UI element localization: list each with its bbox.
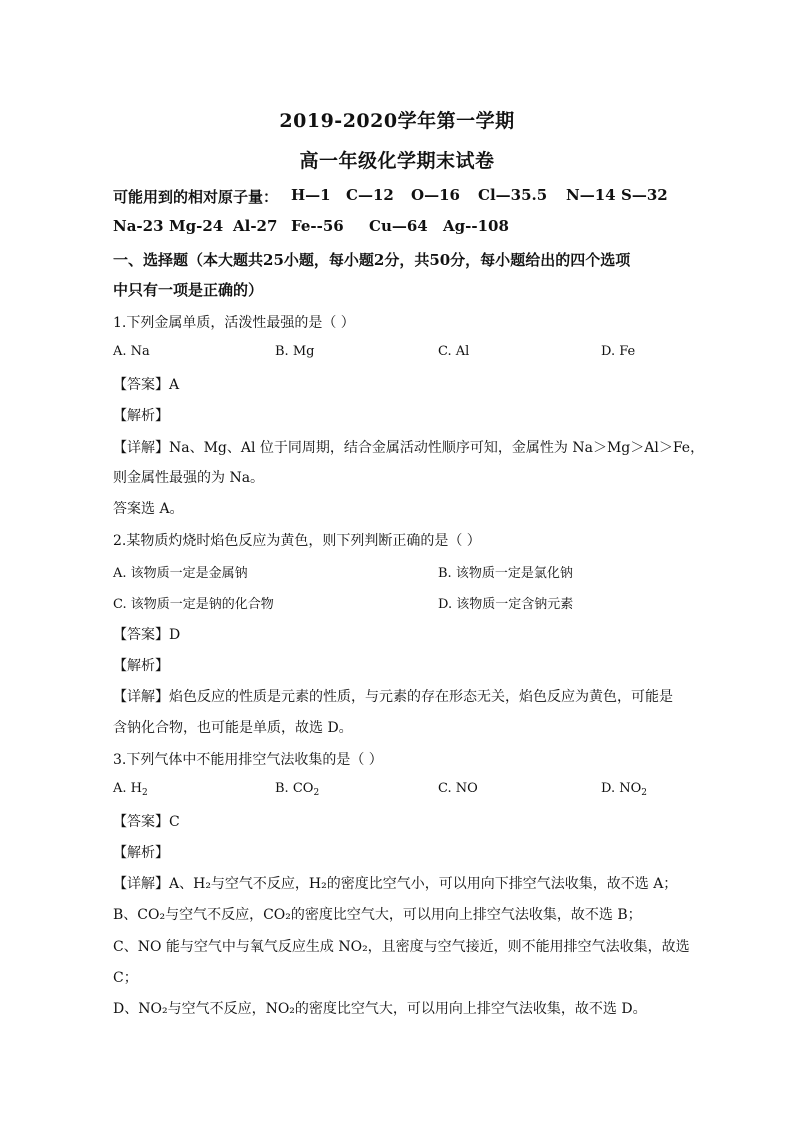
question-1-option-d: D. Fe <box>601 344 636 359</box>
question-1-option-a: A. Na <box>113 344 150 359</box>
atomic-mass-item: Na-23 <box>113 217 164 235</box>
atomic-mass-item: S—32 <box>621 186 668 204</box>
question-3-detail-line-c-cont: C； <box>113 970 138 986</box>
question-1-detail-line: 则金属性最强的为 Na。 <box>113 470 265 486</box>
question-2-option-d: D. 该物质一定含钠元素 <box>438 597 574 612</box>
question-2-stem: 2.某物质灼烧时焰色反应为黄色，则下列判断正确的是（ ） <box>113 533 481 549</box>
question-2-answer: 【答案】D <box>113 627 181 643</box>
question-3-option-c: C. NO <box>438 781 478 796</box>
question-1-answer: 【答案】A <box>113 377 180 393</box>
exam-title-year: 2019-2020学年第一学期 <box>279 110 515 132</box>
question-3-option-d: D. $NO_2$ <box>601 781 647 798</box>
atomic-mass-item: Fe--56 <box>291 217 344 235</box>
question-2-detail: 【详解】焰色反应的性质是元素的性质，与元素的存在形态无关，焰色反应为黄色，可能是 <box>113 689 673 705</box>
question-3-stem: 3.下列气体中不能用排空气法收集的是（ ） <box>113 752 383 768</box>
atomic-mass-item: Ag--108 <box>443 217 509 235</box>
answer-value: C <box>169 814 180 830</box>
question-3-detail-line-c: C、NO 能与空气中与氧气反应生成 NO₂，且密度与空气接近，则不能用排空气法收集，故选 <box>113 939 690 955</box>
question-3-option-a: A. $H_2$ <box>113 781 148 798</box>
answer-value: A <box>169 377 180 393</box>
question-2-option-a: A. 该物质一定是金属钠 <box>113 566 248 581</box>
question-1-analysis: 【解析】 <box>113 408 169 424</box>
atomic-mass-item: H—1 <box>291 186 331 204</box>
atomic-mass-item: O—16 <box>411 186 460 204</box>
question-3-option-b: B. $CO_2$ <box>275 781 320 798</box>
atomic-mass-item: Al-27 <box>233 217 278 235</box>
question-1-conclusion: 答案选 A。 <box>113 501 184 517</box>
exam-title-name: 高一年级化学期末试卷 <box>299 150 495 172</box>
answer-value: D <box>169 627 181 643</box>
atomic-mass-item: Cu—64 <box>369 217 428 235</box>
question-2-option-c: C. 该物质一定是钠的化合物 <box>113 597 274 612</box>
question-1-option-c: C. Al <box>438 344 470 359</box>
question-2-option-b: B. 该物质一定是氯化钠 <box>438 566 573 581</box>
question-3-detail-line-d: D、NO₂与空气不反应，NO₂的密度比空气大，可以用向上排空气法收集，故不选 D。 <box>113 1001 647 1017</box>
question-2-detail-line: 含钠化合物，也可能是单质，故选 D。 <box>113 720 353 736</box>
section-heading-cont: 中只有一项是正确的） <box>113 281 264 299</box>
question-3-analysis: 【解析】 <box>113 845 169 861</box>
question-3-detail-line-b: B、CO₂与空气不反应，CO₂的密度比空气大，可以用向上排空气法收集，故不选 B； <box>113 907 642 923</box>
atomic-mass-item: N—14 <box>566 186 616 204</box>
atomic-mass-item: C—12 <box>346 186 394 204</box>
question-1-option-b: B. Mg <box>275 344 315 359</box>
question-1-detail: 【详解】Na、Mg、Al 位于同周期，结合金属活动性顺序可知，金属性为 Na＞Mg＞Al＞Fe， <box>113 440 705 456</box>
question-3-detail: 【详解】A、H₂与空气不反应，H₂的密度比空气小，可以用向下排空气法收集，故不选 A； <box>113 876 678 892</box>
question-1-stem: 1.下列金属单质，活泼性最强的是（ ） <box>113 315 355 331</box>
section-heading: 一、选择题（本大题共25小题，每小题2分，共50分，每小题给出的四个选项 <box>113 251 631 269</box>
question-3-answer: 【答案】C <box>113 814 180 830</box>
atomic-mass-item: Mg-24 <box>169 217 224 235</box>
question-2-analysis: 【解析】 <box>113 658 169 674</box>
atomic-mass-item: Cl—35.5 <box>478 186 548 204</box>
atomic-mass-label: 可能用到的相对原子量： <box>113 188 279 206</box>
